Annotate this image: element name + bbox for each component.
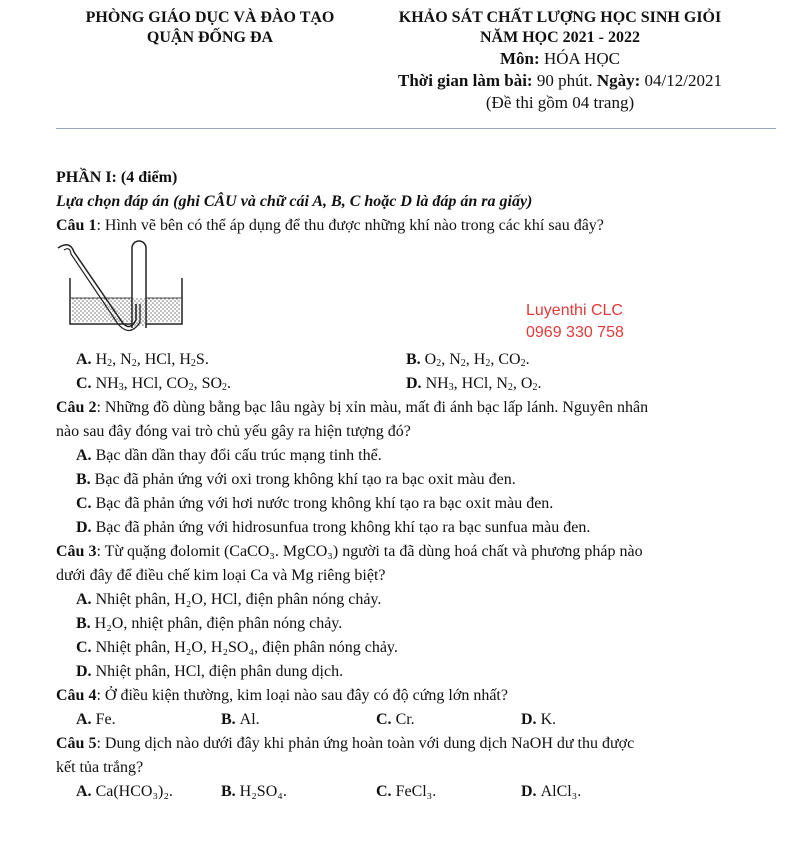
subject-value: HÓA HỌC: [543, 49, 620, 68]
q3-option-b: B. H₂O, nhiệt phân, điện phân nóng chảy.: [76, 615, 343, 632]
time-label: Thời gian làm bài:: [398, 71, 533, 90]
brand-phone: 0969 330 758: [526, 324, 624, 341]
header-left: [60, 8, 360, 48]
q5-option-b: B. H₂SO₄.: [221, 783, 287, 800]
question-text-cont: dưới đây để điều chế kim loại Ca và Mg riêng biệt?: [56, 567, 386, 584]
q1-options-2: [56, 372, 756, 396]
question-text: : Từ quặng đolomit (CaCO₃. MgCO₃) người ta đã dùng hoá chất và phương pháp nào: [96, 543, 643, 560]
apparatus-figure: [56, 238, 756, 348]
gas-collection-diagram: [56, 238, 196, 348]
q1-options: [56, 348, 756, 372]
q2-option-a: A. Bạc dần dần thay đổi cấu trúc mạng tinh thể.: [76, 447, 382, 464]
water-fill: [72, 298, 180, 322]
header-right: [360, 8, 760, 114]
q2-option-c: C. Bạc đã phản ứng với hơi nước trong không khí tạo ra bạc oxit màu đen.: [76, 495, 554, 512]
q1-option-c: C. $NH_3$, HCl, $CO_2$, $SO_2$.: [76, 375, 232, 393]
date-label: Ngày:: [596, 71, 641, 90]
question-label: Câu 4: [56, 687, 97, 704]
q3-option-a: A. Nhiệt phân, H₂O, HCl, điện phân nóng chảy.: [76, 591, 382, 608]
question-text: : Những đồ dùng bằng bạc lâu ngày bị xỉn màu, mất đi ánh bạc lấp lánh. Nguyên nhân: [96, 399, 649, 416]
question-text: : Ở điều kiện thường, kim loại nào sau đây có độ cứng lớn nhất?: [96, 687, 508, 704]
question-4: [56, 684, 756, 708]
subject-line: [360, 48, 760, 70]
q1-option-a: A. $H_2$, $N_2$, HCl, $H_2S$.: [76, 351, 209, 369]
question-5: [56, 732, 756, 756]
exam-title: KHẢO SÁT CHẤT LƯỢNG HỌC SINH GIỎI: [398, 9, 722, 26]
q4-option-a: A. Fe.: [76, 711, 116, 728]
question-1: [56, 214, 756, 238]
question-text: : Hình vẽ bên có thể áp dụng để thu được những khí nào trong các khí sau đây?: [96, 217, 604, 234]
brand-name: Luyenthi CLC: [526, 302, 623, 319]
q4-options: [56, 708, 756, 732]
department-name: PHÒNG GIÁO DỤC VÀ ĐÀO TẠO: [85, 9, 335, 26]
time-value: 90 phút.: [536, 71, 593, 90]
q3-option-d: D. Nhiệt phân, HCl, điện phân dung dịch.: [76, 663, 344, 680]
header-divider: [56, 128, 776, 129]
district-name: QUẬN ĐỐNG ĐA: [146, 29, 274, 46]
section-instruction: Lựa chọn đáp án (ghi CÂU và chữ cái A, B, C hoặc D là đáp án ra giấy): [56, 193, 533, 210]
q1-option-b: B. $O_2$, $N_2$, $H_2$, $CO_2$.: [406, 351, 530, 369]
question-text-cont: kết tủa trắng?: [56, 759, 144, 776]
q4-option-d: D. K.: [521, 711, 557, 728]
q5-options: [56, 780, 756, 804]
q2-option-d: D. Bạc đã phản ứng với hidrosunfua trong không khí tạo ra bạc sunfua màu đen.: [76, 519, 591, 536]
subject-label: Môn:: [500, 49, 540, 68]
q3-option-c: C. Nhiệt phân, H₂O, H₂SO₄, điện phân nóng chảy.: [76, 639, 398, 656]
question-text-cont: nào sau đây đóng vai trò chủ yếu gây ra hiện tượng đó?: [56, 423, 411, 440]
question-label: Câu 2: [56, 399, 97, 416]
question-3: [56, 540, 756, 564]
exam-content: [56, 166, 756, 804]
q5-option-d: D. AlCl₃.: [521, 783, 582, 800]
question-2: [56, 396, 756, 420]
question-text: : Dung dịch nào dưới đây khi phản ứng hoàn toàn với dung dịch NaOH dư thu được: [96, 735, 635, 752]
q4-option-c: C. Cr.: [376, 711, 415, 728]
q5-option-c: C. FeCl₃.: [376, 783, 437, 800]
question-label: Câu 5: [56, 735, 97, 752]
question-label: Câu 1: [56, 217, 97, 234]
pages-note: (Đề thi gồm 04 trang): [485, 93, 635, 112]
date-value: 04/12/2021: [644, 71, 722, 90]
time-line: [360, 70, 760, 92]
q2-option-b: B. Bạc đã phản ứng với oxi trong không khí tạo ra bạc oxit màu đen.: [76, 471, 516, 488]
q5-option-a: A. Ca(HCO₃)₂.: [76, 783, 173, 800]
section-title: PHẦN I: (4 điểm): [56, 169, 178, 186]
q4-option-b: B. Al.: [221, 711, 260, 728]
question-label: Câu 3: [56, 543, 97, 560]
school-year: NĂM HỌC 2021 - 2022: [480, 29, 640, 46]
q1-option-d: D. $NH_3$, HCl, $N_2$, $O_2$.: [406, 375, 542, 393]
